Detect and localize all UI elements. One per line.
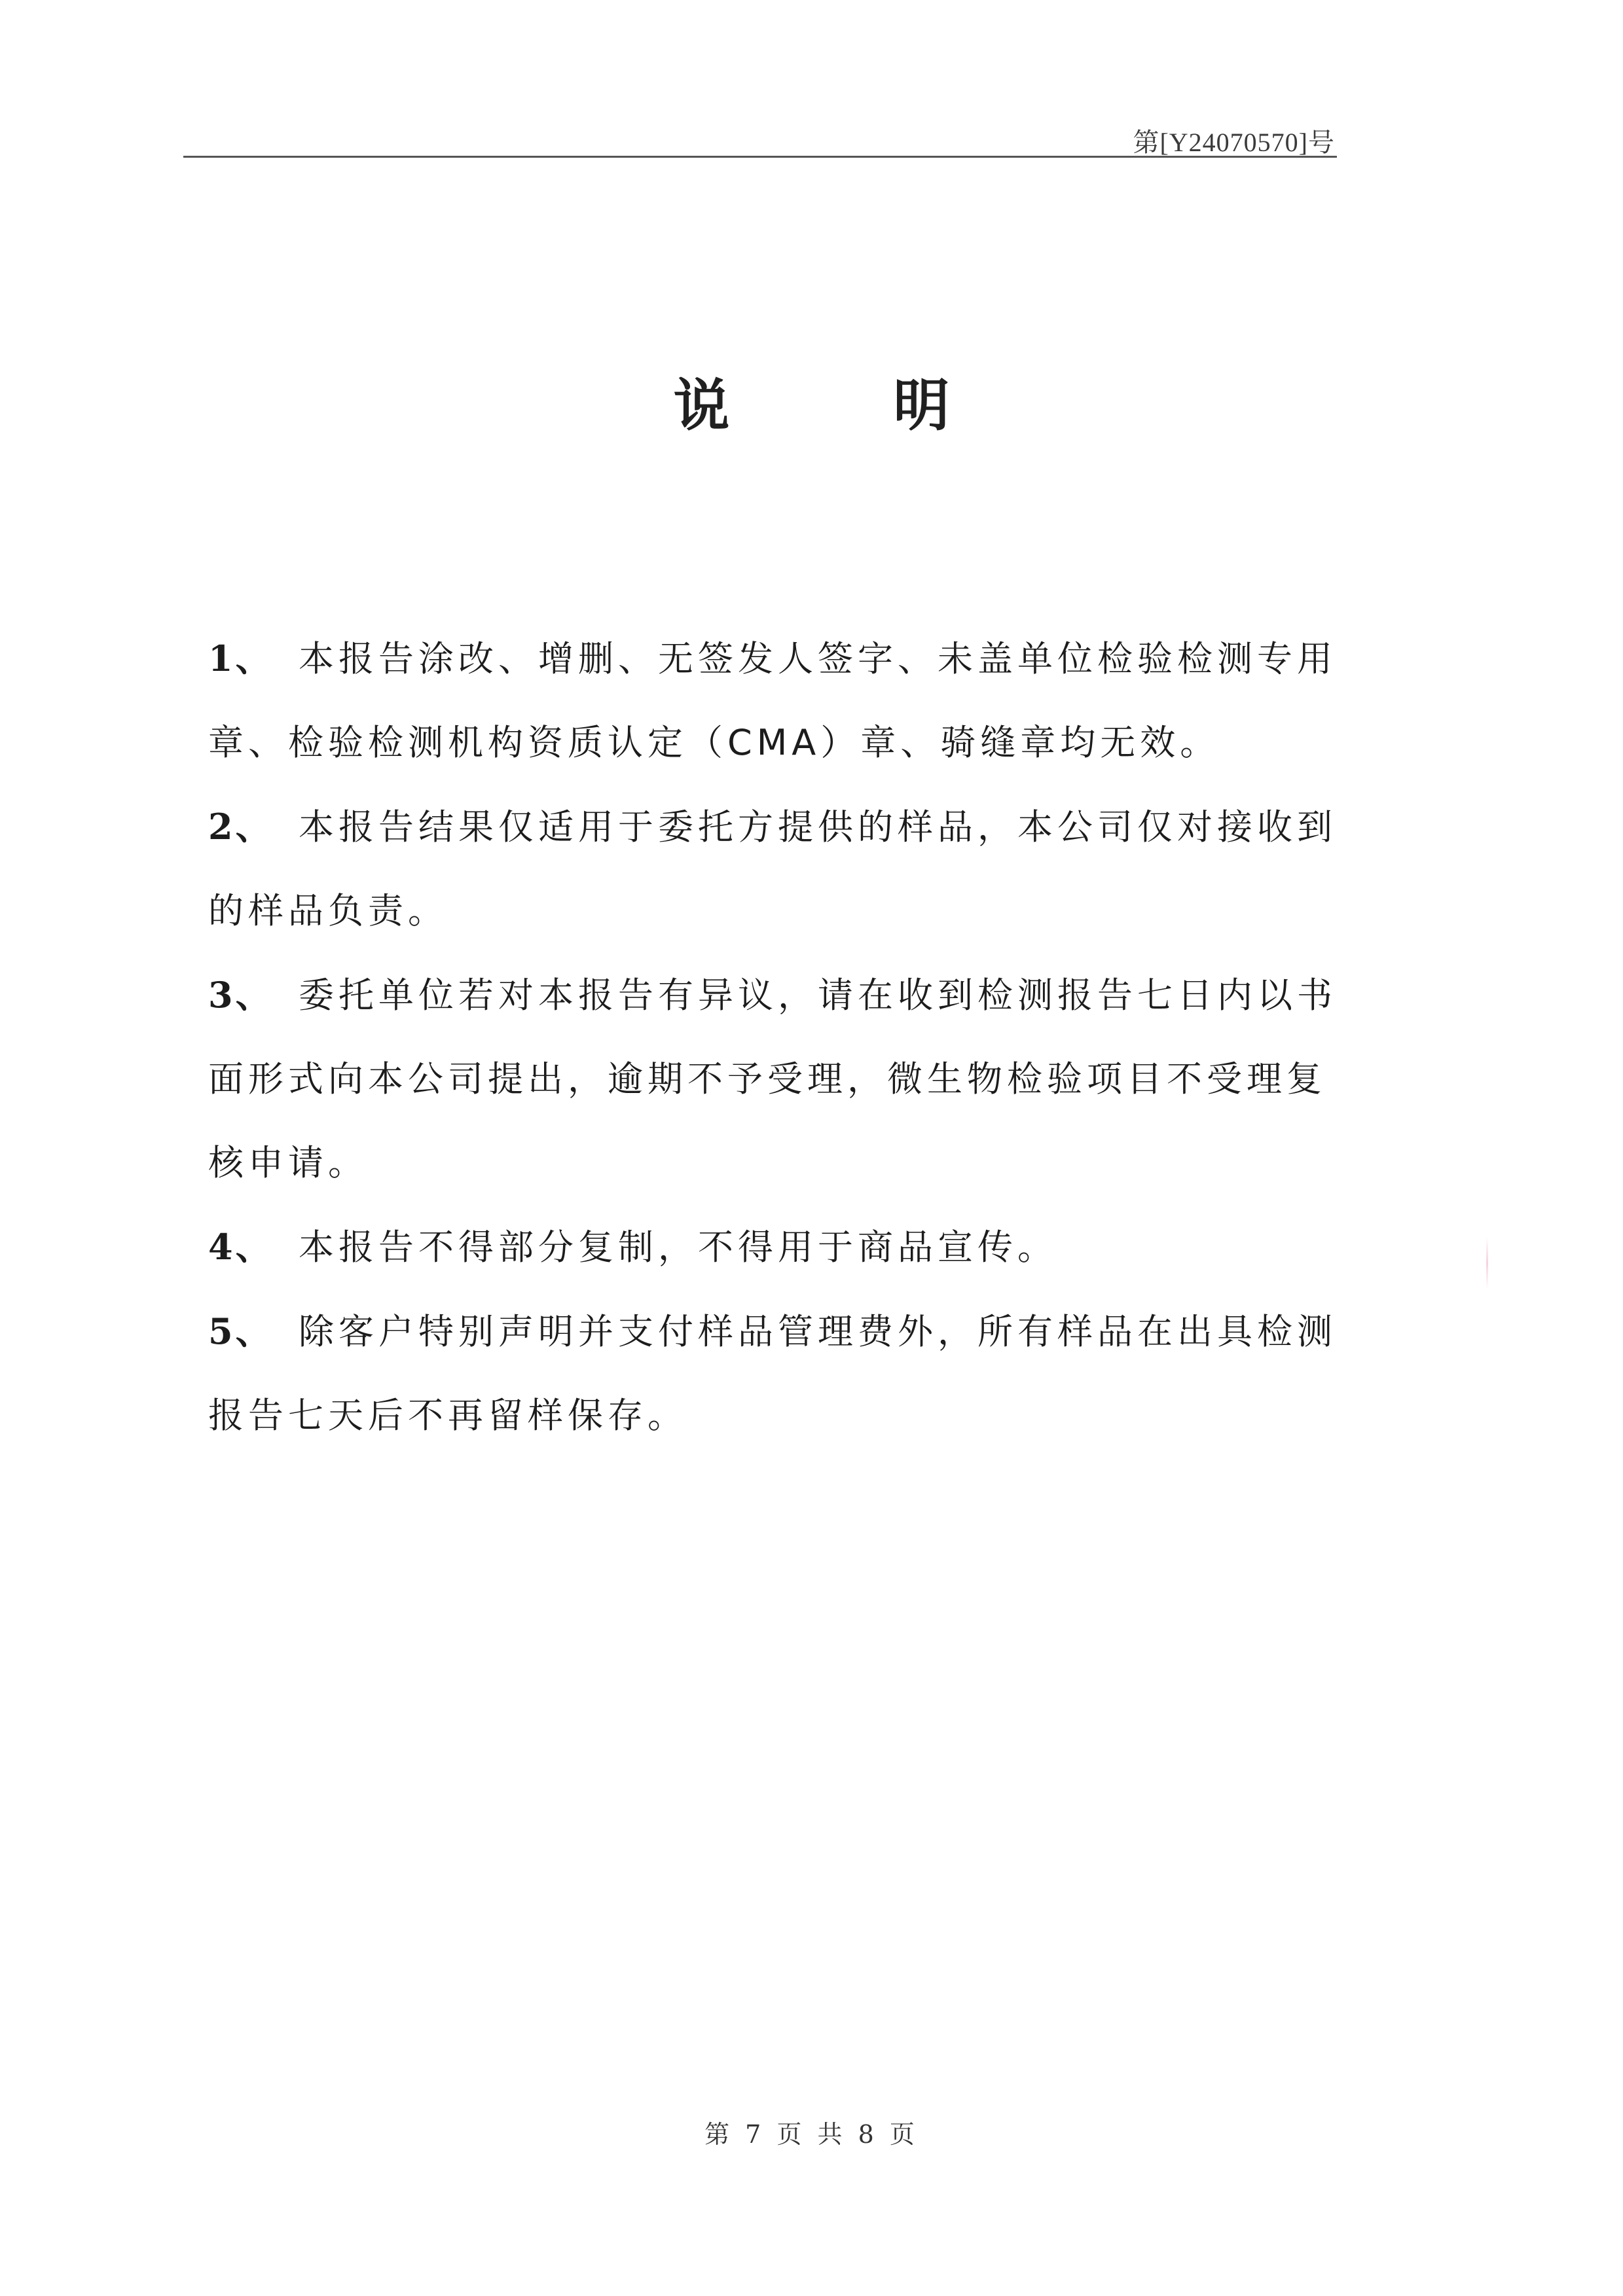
note-item <box>208 785 1340 953</box>
notes-list <box>208 617 1340 1458</box>
page-footer <box>0 2114 1623 2150</box>
note-number: 2、 <box>208 806 274 848</box>
note-text: 委托单位若对本报告有异议，请在收到检测报告七日内以书面形式向本公司提出，逾期不予受理，微生物检验项目不受理复核申请。 <box>208 975 1337 1183</box>
note-text: 除客户特别声明并支付样品管理费外，所有样品在出具检测报告七天后不再留样保存。 <box>208 1311 1337 1436</box>
page-mid: 页 共 <box>776 2120 847 2149</box>
note-item <box>208 617 1340 785</box>
total-pages: 8 <box>858 2120 878 2149</box>
note-text: 本报告结果仅适用于委托方提供的样品，本公司仅对接收到的样品负责。 <box>208 806 1337 931</box>
note-number: 3、 <box>208 974 274 1016</box>
note-number: 1、 <box>208 637 274 679</box>
note-number: 4、 <box>208 1226 274 1268</box>
note-text: 本报告不得部分复制，不得用于商品宣传。 <box>299 1227 1057 1268</box>
note-text: 本报告涂改、增删、无签发人签字、未盖单位检验检测专用章、检验检测机构资质认定（CMA）章、骑缝章均无效。 <box>208 638 1337 763</box>
note-number: 5、 <box>208 1310 274 1352</box>
scan-mark <box>1486 1237 1488 1289</box>
report-number: 第[Y24070570]号 <box>1133 128 1335 157</box>
note-item <box>208 953 1340 1205</box>
note-item <box>208 1205 1340 1289</box>
note-item <box>208 1289 1340 1458</box>
header-divider <box>183 156 1337 158</box>
page-prefix: 第 <box>704 2120 734 2149</box>
page-title: 说明 <box>673 373 1114 439</box>
current-page: 7 <box>745 2120 765 2149</box>
page-suffix: 页 <box>889 2120 919 2149</box>
